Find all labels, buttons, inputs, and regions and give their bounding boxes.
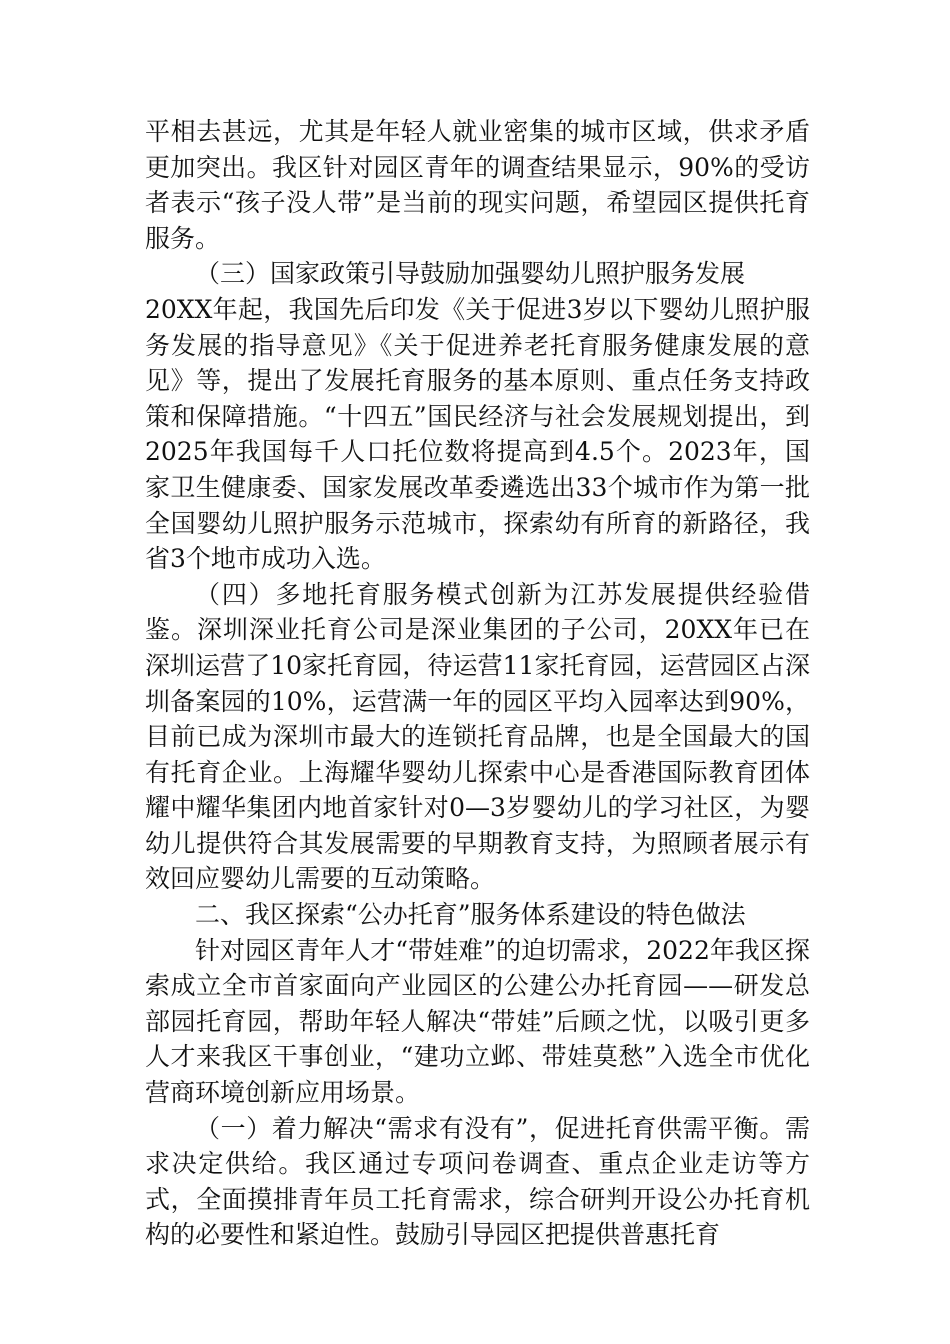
document-page [145,114,810,1253]
paragraph-survey-result: 平相去甚远，尤其是年轻人就业密集的城市区域，供求矛盾更加突出。我区针对园区青年的调查结果显示，90%的受访者表示“孩子没人带”是当前的现实问题，希望园区提供托育服务。 [145,117,810,253]
paragraph-public-childcare: 针对园区青年人才“带娃难”的迫切需求，2022年我区探索成立全市首家面向产业园区的公建公办托育园——研发总部园托育园，帮助年轻人解决“带娃”后顾之忧，以吸引更多人才来我区干事创业，“建功立邺、带娃莫愁”入选全市优化营商环境创新应用场景。 [145,935,810,1108]
paragraph-demand-supply: （一）着力解决“需求有没有”，促进托育供需平衡。需求决定供给。我区通过专项问卷调查、重点企业走访等方式，全面摸排青年员工托育需求，综合研判开设公办托育机构的必要性和紧迫性。鼓励引导园区把提供普惠托育 [145,1113,810,1250]
section-heading-national-policy: （三）国家政策引导鼓励加强婴幼儿照护服务发展 [195,259,746,289]
paragraph-model-innovation: （四）多地托育服务模式创新为江苏发展提供经验借鉴。深圳深业托育公司是深业集团的子公司，20XX年已在深圳运营了10家托育园，待运营11家托育园，运营园区占深圳备案园的10%，运营满一年的园区平均入园率达到90%，目前已成为深圳市最大的连锁托育品牌，也是全国最大的国有托育企业。上海耀华婴幼儿探索中心是香港国际教育团体耀中耀华集团内地首家针对0—3岁婴幼儿的学习社区，为婴幼儿提供符合其发展需要的早期教育支持，为照顾者展示有效回应婴幼儿需要的互动策略。 [145,579,810,894]
paragraph-national-policy: 20XX年起，我国先后印发《关于促进3岁以下婴幼儿照护服务发展的指导意见》《关于促进养老托育服务健康发展的意见》等，提出了发展托育服务的基本原则、重点任务支持政策和保障措施。“十四五”国民经济与社会发展规划提出，到2025年我国每千人口托位数将提高到4.5个。2023年，国家卫生健康委、国家发展改革委遴选出33个城市作为第一批全国婴幼儿照护服务示范城市，探索幼有所育的新路径，我省3个地市成功入选。 [145,294,810,574]
section-heading-public-childcare: 二、我区探索“公办托育”服务体系建设的特色做法 [195,900,746,930]
